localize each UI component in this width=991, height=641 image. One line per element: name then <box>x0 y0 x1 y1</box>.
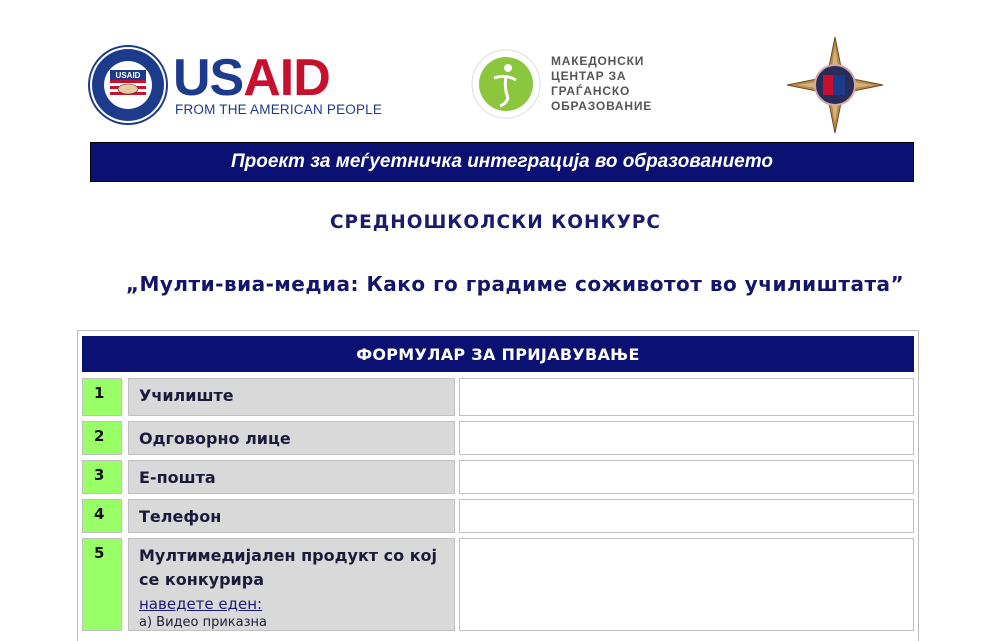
form-row <box>82 460 914 494</box>
mcgo-line-2: ЦЕНТАР ЗА <box>551 69 627 83</box>
row-note: наведете еден: <box>139 595 263 613</box>
usaid-tagline: FROM THE AMERICAN PEOPLE <box>175 102 383 117</box>
row-label-group <box>128 538 455 631</box>
row-number: 5 <box>82 538 122 631</box>
usaid-seal-text: USAID <box>115 71 141 80</box>
responsible-person-field[interactable] <box>459 421 914 455</box>
mcgo-line-1: МАКЕДОНСКИ <box>551 54 645 68</box>
email-field[interactable] <box>459 460 914 494</box>
contest-title: СРЕДНОШКОЛСКИ КОНКУРС <box>329 212 661 233</box>
mcgo-text <box>551 54 652 114</box>
usaid-seal-icon <box>88 45 168 125</box>
row-label: Мултимедијален продукт со кој се конкурира <box>139 546 438 589</box>
mcgo-line-3: ГРАЃАНСКО <box>551 84 631 98</box>
row-number: 1 <box>82 378 122 416</box>
form-row <box>82 378 914 416</box>
project-banner: Проект за меѓуетничка интеграција во образованието <box>90 142 914 182</box>
row-label: Е-пошта <box>128 460 455 494</box>
row-number: 2 <box>82 421 122 455</box>
form-row <box>82 421 914 455</box>
form-row <box>82 538 914 631</box>
logo-header <box>0 0 991 140</box>
usaid-wordmark: USAID <box>173 49 330 107</box>
phone-field[interactable] <box>459 499 914 533</box>
mcgo-logo-icon <box>470 48 542 120</box>
form-header: ФОРМУЛАР ЗА ПРИЈАВУВАЊЕ <box>82 336 914 372</box>
school-field[interactable] <box>459 378 914 416</box>
row-label: Телефон <box>128 499 455 533</box>
row-label: Училиште <box>128 378 455 416</box>
row-label: Одговорно лице <box>128 421 455 455</box>
multimedia-product-field[interactable] <box>459 538 914 631</box>
mcgo-line-4: ОБРАЗОВАНИЕ <box>551 99 653 113</box>
row-number: 4 <box>82 499 122 533</box>
compass-star-emblem-icon <box>785 35 885 135</box>
form-row <box>82 499 914 533</box>
row-option: а) Видео приказна <box>139 615 268 630</box>
row-number: 3 <box>82 460 122 494</box>
project-title: „Мулти-виа-медиа: Како го градиме соживотот во училиштата” <box>125 272 905 296</box>
